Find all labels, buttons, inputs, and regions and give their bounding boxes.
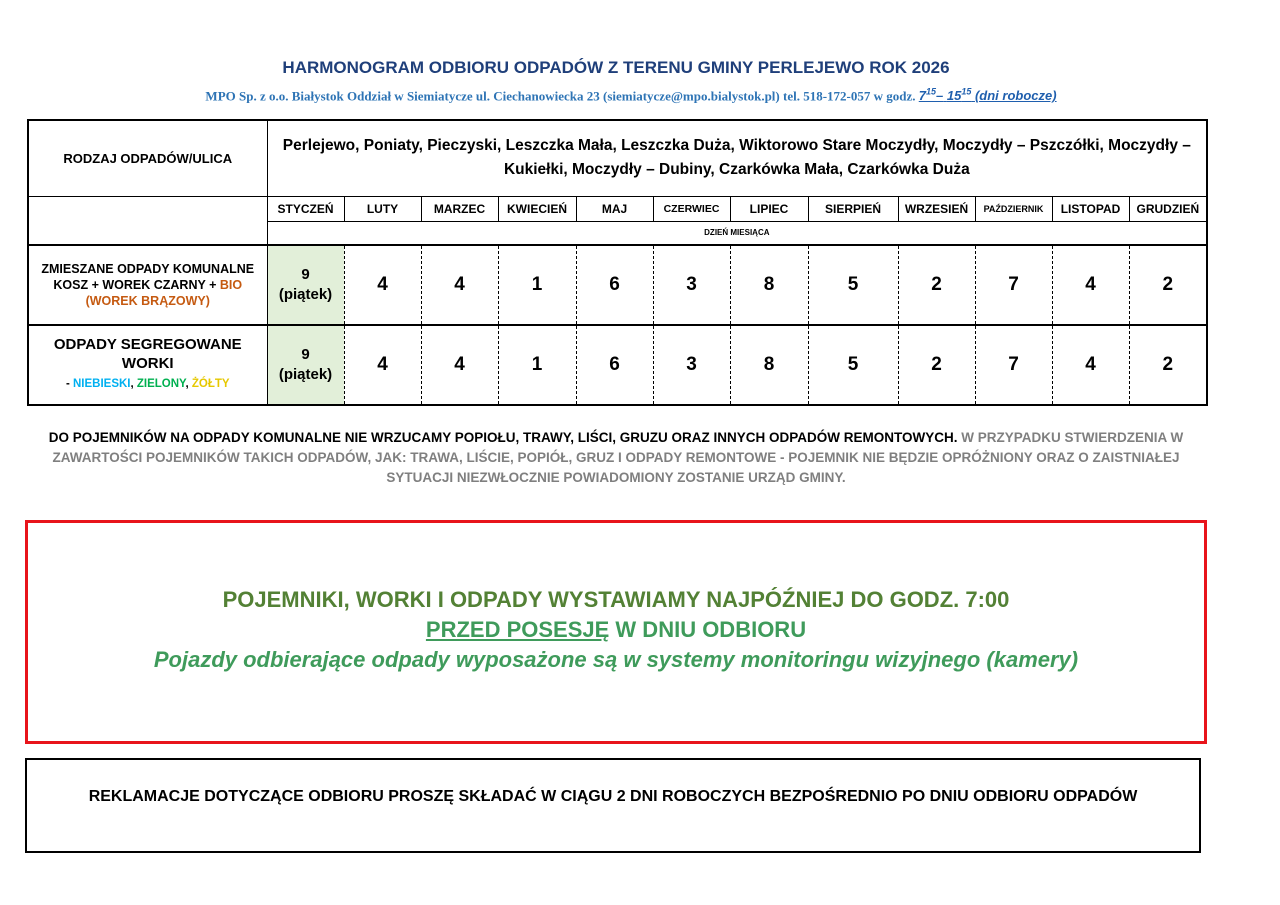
day-cell: 5 — [808, 325, 898, 405]
yellow-bag-label: ŻÓŁTY — [191, 378, 230, 390]
day-cell: 8 — [730, 245, 808, 325]
day-of-month-label: DZIEŃ MIESIĄCA — [267, 221, 1207, 245]
month-header: LISTOPAD — [1052, 196, 1129, 221]
day-cell-highlighted — [267, 245, 344, 325]
notice-gray-text: W PRZYPADKU STWIERDZENIA W ZAWARTOŚCI POJEMNIKÓW TAKICH ODPADÓW, JAK: TRAWA, LIŚCIE, POPIÓŁ, GRUZ I ODPADY REMONTOWE - POJEMNIK NIE BĘDZIE OPRÓŻNIONY ORAZ O ZAISTNIAŁEJ SYTUACJI NIEZWŁOCZNIE POWIADOMIONY ZOSTANIE URZĄD GMINY. — [52, 430, 1184, 485]
bag-colors-dash: - — [65, 378, 73, 390]
day-cell: 4 — [1052, 245, 1129, 325]
day-cell: 2 — [1129, 325, 1207, 405]
notice-main-text: DO POJEMNIKÓW NA ODPADY KOMUNALNE NIE WRZUCAMY POPIOŁU, TRAWY, LIŚCI, GRUZU ORAZ INNYCH ODPADÓW REMONTOWYCH. — [48, 430, 958, 445]
month-header: LUTY — [344, 196, 421, 221]
hours-start: 7 — [918, 88, 926, 104]
month-header: CZERWIEC — [653, 196, 730, 221]
day-number: 9 — [301, 345, 310, 363]
day-cell: 4 — [344, 245, 421, 325]
day-cell: 1 — [498, 325, 576, 405]
waste-notice — [40, 428, 1192, 488]
day-cell: 2 — [898, 325, 975, 405]
placement-line — [28, 617, 1204, 643]
schedule-table — [27, 119, 1208, 406]
day-cell: 8 — [730, 325, 808, 405]
document-title: HARMONOGRAM ODBIORU ODPADÓW Z TERENU GMINY PERLEJEWO ROK 2026 — [282, 58, 950, 77]
segregated-waste-label: ODPADY SEGREGOWANE WORKI — [53, 336, 242, 372]
day-cell: 1 — [498, 245, 576, 325]
month-header: LIPIEC — [730, 196, 808, 221]
deadline-line: POJEMNIKI, WORKI I ODPADY WYSTAWIAMY NAJPÓŹNIEJ DO GODZ. 7:00 — [222, 587, 1010, 612]
day-cell: 5 — [808, 245, 898, 325]
day-cell: 4 — [421, 245, 498, 325]
streets-list: Perlejewo, Poniaty, Pieczyski, Leszczka Mała, Leszczka Duża, Wiktorowo Stare Moczydły, Moczydły – Pszczółki, Moczydły – Kukiełki, Moczydły – Dubiny, Czarkówka Mała, Czarkówka Duża — [267, 120, 1207, 196]
bio-label: BIO (WOREK BRĄZOWY) — [85, 277, 243, 308]
day-cell: 4 — [1052, 325, 1129, 405]
month-header: STYCZEŃ — [267, 196, 344, 221]
month-header: SIERPIEŃ — [808, 196, 898, 221]
day-cell: 3 — [653, 325, 730, 405]
placement-rest: W DNIU ODBIORU — [609, 617, 807, 642]
company-info: MPO Sp. z o.o. Białystok Oddział w Siemiatycze ul. Ciechanowiecka 23 (siemiatycze@mpo.bialystok.pl) tel. 518-172-057 w godz. — [205, 88, 916, 104]
day-cell: 7 — [975, 325, 1052, 405]
waste-type-header: RODZAJ ODPADÓW/ULICA — [28, 120, 267, 196]
row-label-mixed-waste — [28, 245, 267, 325]
hours-end: 15 — [946, 88, 962, 104]
hours-dash: – — [936, 88, 944, 104]
blue-bag-label: NIEBIESKI — [72, 378, 131, 390]
company-contact-line — [0, 87, 1262, 104]
day-cell: 6 — [576, 325, 653, 405]
row-label-segregated-waste — [28, 325, 267, 405]
day-cell: 4 — [344, 325, 421, 405]
day-cell-highlighted — [267, 325, 344, 405]
month-header: MARZEC — [421, 196, 498, 221]
separator: , — [185, 378, 192, 390]
month-header: MAJ — [576, 196, 653, 221]
day-cell: 3 — [653, 245, 730, 325]
month-header: GRUDZIEŃ — [1129, 196, 1207, 221]
placement-underlined: PRZED POSESJĘ — [425, 617, 610, 642]
month-header: PAŹDZIERNIK — [975, 196, 1052, 221]
day-cell: 7 — [975, 245, 1052, 325]
month-header: KWIECIEŃ — [498, 196, 576, 221]
day-cell: 4 — [421, 325, 498, 405]
empty-header-cell — [28, 196, 267, 245]
hours-end-minutes: 15 — [961, 87, 972, 97]
day-cell: 6 — [576, 245, 653, 325]
office-hours — [919, 88, 1057, 103]
monitoring-line: Pojazdy odbierające odpady wyposażone są w systemy monitoringu wizyjnego (kamery) — [153, 647, 1079, 672]
weekday-label: (piątek) — [278, 365, 333, 383]
important-info-box — [25, 520, 1207, 744]
complaint-box: REKLAMACJE DOTYCZĄCE ODBIORU PROSZĘ SKŁADAĆ W CIĄGU 2 DNI ROBOCZYCH BEZPOŚREDNIO PO DNIU ODBIORU ODPADÓW — [25, 758, 1201, 853]
hours-start-minutes: 15 — [925, 87, 936, 97]
day-number: 9 — [301, 265, 310, 283]
green-bag-label: ZIELONY — [136, 378, 186, 390]
weekday-label: (piątek) — [278, 285, 333, 303]
day-cell: 2 — [1129, 245, 1207, 325]
hours-note: (dni robocze) — [974, 88, 1057, 104]
day-cell: 2 — [898, 245, 975, 325]
separator: , — [130, 378, 137, 390]
month-header: WRZESIEŃ — [898, 196, 975, 221]
mixed-waste-label: ZMIESZANE ODPADY KOMUNALNE KOSZ + WOREK CZARNY + — [41, 261, 255, 292]
